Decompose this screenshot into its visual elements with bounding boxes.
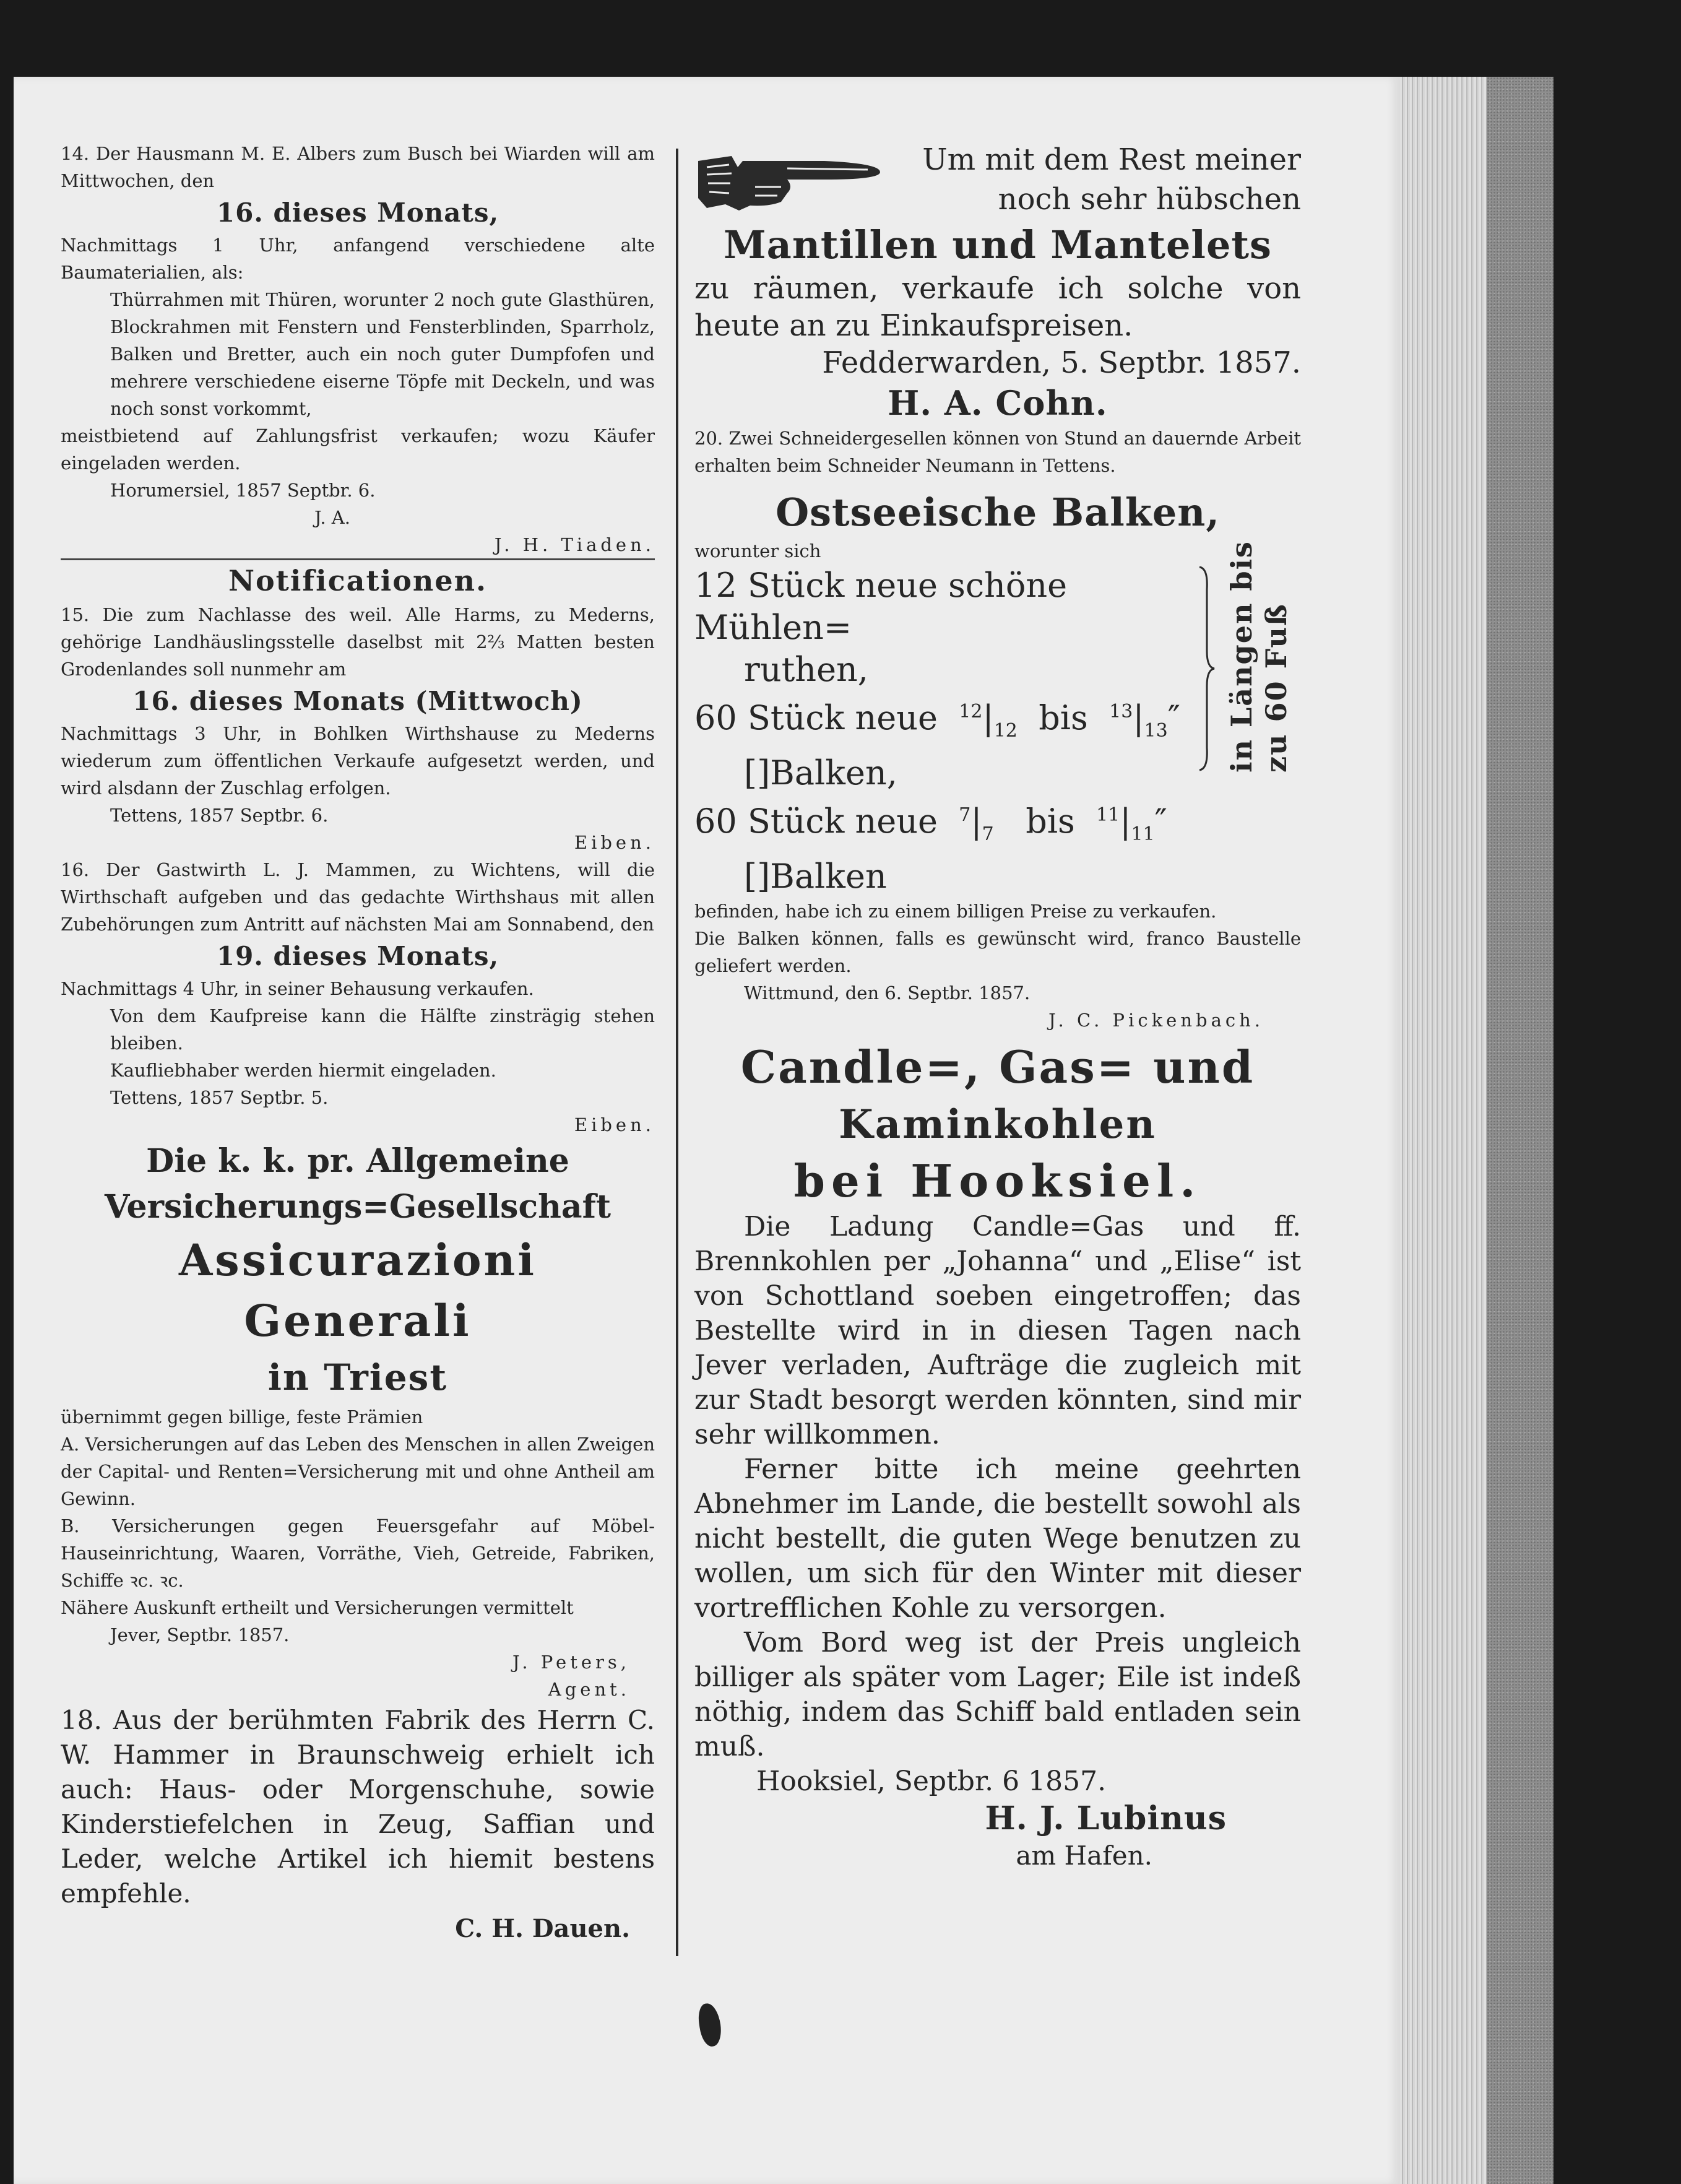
notice-15-body: Nachmittags 3 Uhr, in Bohlken Wirthshause zu Mederns wiederum zum öffentlichen Verkaufe aufgesetzt werden, und wird alsdann der Zuschlag erfolgen. bbox=[61, 723, 655, 799]
notificationen-heading: Notificationen. bbox=[228, 564, 488, 597]
balken-line-2: ruthen, bbox=[744, 650, 868, 689]
notice-15-sig: Eiben. bbox=[574, 832, 655, 853]
insurance-a: A. Versicherungen auf das Leben des Menschen in allen Zweigen der Capital- und Renten=Versicherung mit und ohne Antheil am Gewinn. bbox=[61, 1434, 655, 1509]
left-column bbox=[61, 140, 655, 1947]
coal-title-1: Candle=, Gas= und bbox=[740, 1040, 1255, 1093]
balken-vert-1: in Längen bis bbox=[1225, 540, 1258, 773]
insurance-line4: in Triest bbox=[267, 1356, 448, 1398]
coal-p2: Ferner bitte ich meine geehrten Abnehmer im Lande, die bestellt sowohl als nicht bestellt, die guten Wege benutzen zu wollen, um sich für den Winter mit dieser vortrefflichen Kohle zu versorgen. bbox=[694, 1453, 1301, 1624]
balken-line-5: 60 Stück neue $^7|_7$ bis $^{11}|_{11}''$ bbox=[694, 801, 1167, 845]
insurance-line1: Die k. k. pr. Allgemeine bbox=[146, 1142, 569, 1180]
pointing-hand-icon bbox=[694, 142, 886, 217]
balken-line-6: []Balken bbox=[744, 856, 887, 896]
balken-sub: worunter sich bbox=[694, 540, 821, 561]
notice-15-place: Tettens, 1857 Septbr. 6. bbox=[110, 805, 329, 826]
coal-p3: Vom Bord weg ist der Preis ungleich billiger als später vom Lager; Eile ist indeß nöthig, indem das Schiff bald entladen sein muß. bbox=[694, 1626, 1301, 1762]
insurance-line2: Versicherungs=Gesellschaft bbox=[104, 1188, 611, 1226]
cohn-heading: Mantillen und Mantelets bbox=[724, 222, 1272, 267]
cohn-sig: H. A. Cohn. bbox=[888, 383, 1108, 423]
notice-14-intro: 14. Der Hausmann M. E. Albers zum Busch bei Wiarden will am Mittwochen, den bbox=[61, 143, 655, 191]
page-edges bbox=[1400, 77, 1487, 2184]
balken-sig: J. C. Pickenbach. bbox=[1048, 1009, 1264, 1031]
notice-14-close: meistbietend auf Zahlungsfrist verkaufen; wozu Käufer eingeladen werden. bbox=[61, 425, 655, 474]
coal-title-2: Kaminkohlen bbox=[839, 1101, 1157, 1148]
notice-16-body2: Von dem Kaufpreise kann die Hälfte zinsträgig stehen bleiben. bbox=[110, 1005, 655, 1054]
right-column bbox=[694, 140, 1301, 1873]
coal-place: Hooksiel, Septbr. 6 1857. bbox=[756, 1765, 1107, 1797]
insurance-role: Agent. bbox=[548, 1679, 630, 1700]
notice-16-body3: Kaufliebhaber werden hiermit eingeladen. bbox=[110, 1060, 496, 1081]
insurance-sig: J. Peters, bbox=[512, 1652, 630, 1673]
coal-sig: H. J. Lubinus bbox=[985, 1799, 1227, 1837]
coal-p1: Die Ladung Candle=Gas und ff. Brennkohlen per „Johanna“ und „Elise“ ist von Schottland soeben eingetroffen; das Bestellte wird in in diesen Tagen nach Jever verladen, Aufträge die zugleich mit zur Stadt besorgt werden könnten, sind mir sehr willkommen. bbox=[694, 1210, 1301, 1450]
balken-vert-2: zu 60 Fuß bbox=[1260, 603, 1293, 773]
notice-15-date: 16. dieses Monats (Mittwoch) bbox=[132, 686, 583, 716]
insurance-more: Nähere Auskunft ertheilt und Versicherungen vermittelt bbox=[61, 1597, 574, 1618]
notice-14-date: 16. dieses Monats, bbox=[216, 197, 499, 228]
notice-16-sig: Eiben. bbox=[574, 1114, 655, 1135]
notice-16-intro: 16. Der Gastwirth L. J. Mammen, zu Wichtens, will die Wirthschaft aufgeben und das gedachte Wirthshaus mit allen Zubehörungen zum Antritt auf nächsten Mai am Sonnabend, den bbox=[61, 859, 655, 935]
notice-16-date: 19. dieses Monats, bbox=[216, 941, 499, 971]
cohn-intro: Um mit dem Rest meiner noch sehr hübschen bbox=[922, 142, 1301, 217]
coal-title-3: bei Hooksiel. bbox=[793, 1154, 1202, 1207]
balken-title: Ostseeische Balken, bbox=[776, 490, 1220, 535]
notice-20: 20. Zwei Schneidergesellen können von Stund an dauernde Arbeit erhalten beim Schneider Neumann in Tettens. bbox=[694, 428, 1301, 476]
balken-length-note bbox=[1222, 540, 1296, 773]
balken-line-3: 60 Stück neue $^{12}|_{12}$ bis $^{13}|_{13}''$ bbox=[694, 698, 1180, 742]
notice-14-body: Nachmittags 1 Uhr, anfangend verschiedene alte Baumaterialien, als: bbox=[61, 235, 655, 283]
insurance-place: Jever, Septbr. 1857. bbox=[110, 1624, 290, 1645]
balken-body: befinden, habe ich zu einem billigen Preise zu verkaufen. bbox=[694, 900, 1217, 922]
curly-brace-icon bbox=[1197, 565, 1216, 773]
notice-14-items: Thürrahmen mit Thüren, worunter 2 noch gute Glasthüren, Blockrahmen mit Fenstern und Fensterblinden, Sparrholz, Balken und Bretter, auch ein noch guter Dumpfofen und mehrere verschiedene eiserne Töpfe mit Deckeln, und was noch sonst vorkommt, bbox=[110, 289, 655, 419]
insurance-line3: Assicurazioni Generali bbox=[179, 1234, 537, 1346]
notice-16-place: Tettens, 1857 Septbr. 5. bbox=[110, 1087, 329, 1108]
notice-15-intro: 15. Die zum Nachlasse des weil. Alle Harms, zu Mederns, gehörige Landhäuslingsstelle daselbst mit 2⅔ Matten besten Grodenlandes soll nunmehr am bbox=[61, 604, 655, 680]
notice-16-body1: Nachmittags 4 Uhr, in seiner Behausung verkaufen. bbox=[61, 978, 534, 999]
coal-sig2: am Hafen. bbox=[1016, 1840, 1152, 1871]
balken-place: Wittmund, den 6. Septbr. 1857. bbox=[744, 982, 1031, 1003]
balken-line-4: []Balken, bbox=[744, 753, 897, 792]
cohn-hand-row bbox=[694, 140, 1301, 220]
balken-note: Die Balken können, falls es gewünscht wird, franco Baustelle geliefert werden. bbox=[694, 927, 1301, 976]
notice-14-sig1: J. A. bbox=[314, 507, 350, 528]
insurance-b: B. Versicherungen gegen Feuersgefahr auf Möbel-Hauseinrichtung, Waaren, Vorräthe, Vieh, Getreide, Fabriken, Schiffe ꝛc. ꝛc. bbox=[61, 1515, 655, 1591]
column-divider bbox=[676, 149, 678, 1956]
insurance-intro: übernimmt gegen billige, feste Prämien bbox=[61, 1406, 423, 1428]
balken-line-1: 12 Stück neue schöne Mühlen= bbox=[694, 566, 1068, 647]
book-cover bbox=[1487, 77, 1554, 2184]
notice-18-text: 18. Aus der berühmten Fabrik des Herrn C. W. Hammer in Braunschweig erhielt ich auch: Haus- oder Morgenschuhe, sowie Kinderstiefelchen in Zeug, Saffian und Leder, welche Artikel ich hiemit bestens empfehle. bbox=[61, 1705, 655, 1909]
cohn-body: zu räumen, verkaufe ich solche von heute an zu Einkaufspreisen. bbox=[694, 271, 1301, 343]
notice-14-place: Horumersiel, 1857 Septbr. 6. bbox=[110, 480, 376, 501]
cohn-place: Fedderwarden, 5. Septbr. 1857. bbox=[822, 345, 1301, 380]
notice-14-sig2: J. H. Tiaden. bbox=[494, 534, 655, 555]
notice-18-sig: C. H. Dauen. bbox=[455, 1914, 630, 1943]
